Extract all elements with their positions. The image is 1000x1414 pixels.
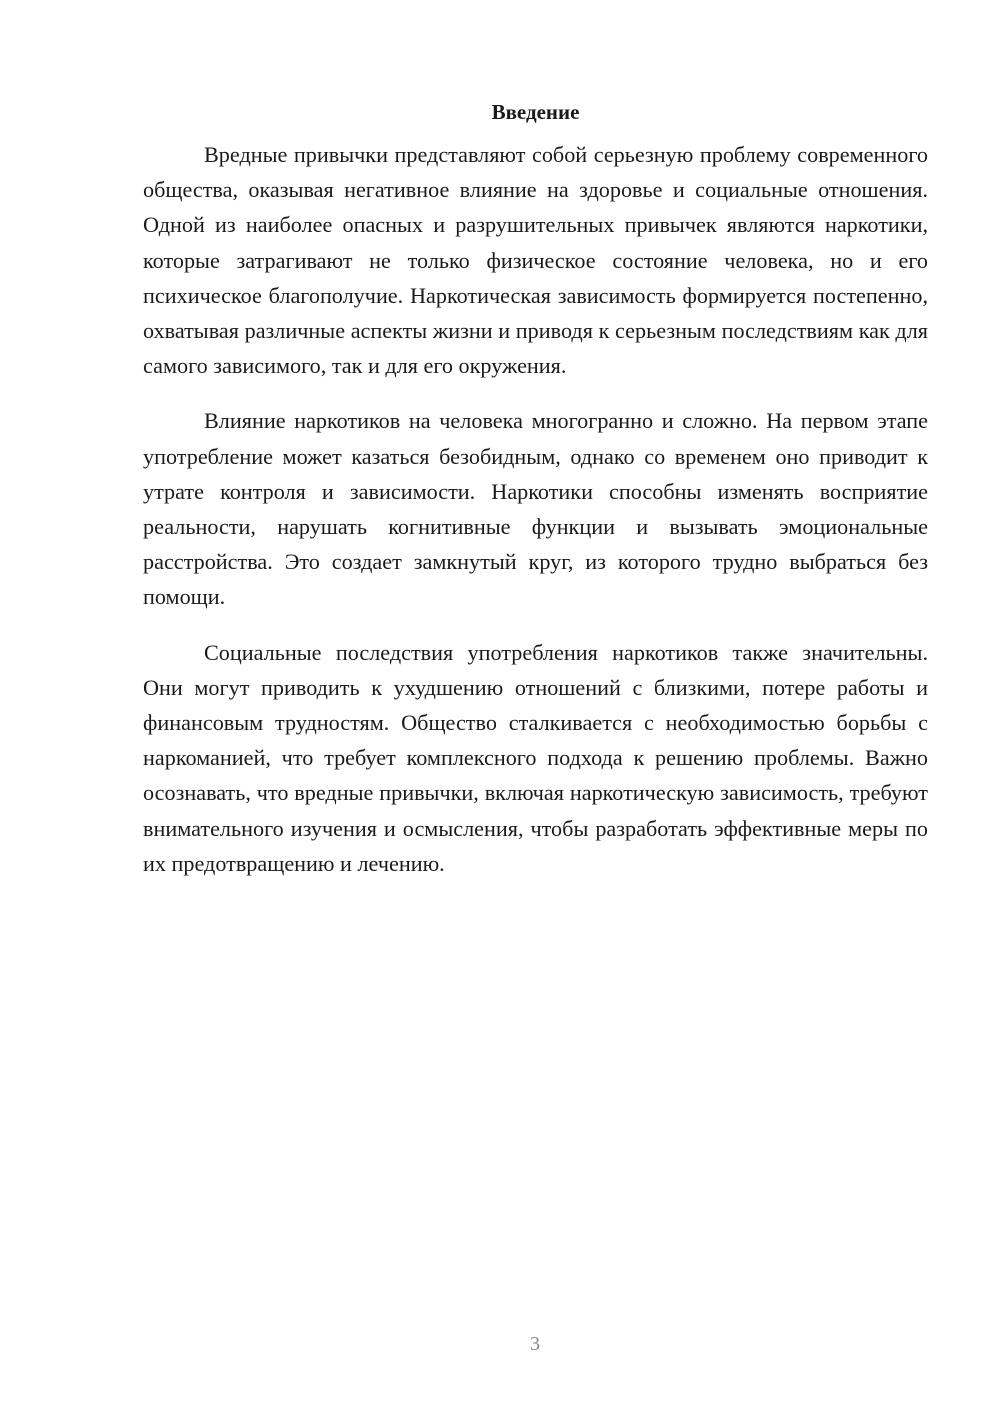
page-number: 3 — [530, 1333, 540, 1355]
page-content — [143, 95, 928, 901]
section-title: Введение — [491, 100, 580, 124]
paragraph-1: Вредные привычки представляют собой серьезную проблему современного общества, оказывая негативное влияние на здоровье и социальные отношения. Одной из наиболее опасных и разрушительных привычек являются наркотики, которые затрагивают не только физическое состояние человека, но и его психическое благополучие. Наркотическая зависимость формируется постепенно, охватывая различные аспекты жизни и приводя к серьезным последствиям как для самого зависимого, так и для его окружения. — [143, 142, 928, 379]
paragraph-3: Социальные последствия употребления наркотиков также значительны. Они могут приводить к ухудшению отношений с близкими, потере работы и финансовым трудностям. Общество сталкивается с необходимостью борьбы с наркоманией, что требует комплексного подхода к решению проблемы. Важно осознавать, что вредные привычки, включая наркотическую зависимость, требуют внимательного изучения и осмысления, чтобы разработать эффективные меры по их предотвращению и лечению. — [143, 639, 928, 876]
paragraph-2: Влияние наркотиков на человека многогранно и сложно. На первом этапе употребление может казаться безобидным, однако со временем оно приводит к утрате контроля и зависимости. Наркотики способны изменять восприятие реальности, нарушать когнитивные функции и вызывать эмоциональные расстройства. Это создает замкнутый круг, из которого трудно выбраться без помощи. — [143, 408, 928, 610]
